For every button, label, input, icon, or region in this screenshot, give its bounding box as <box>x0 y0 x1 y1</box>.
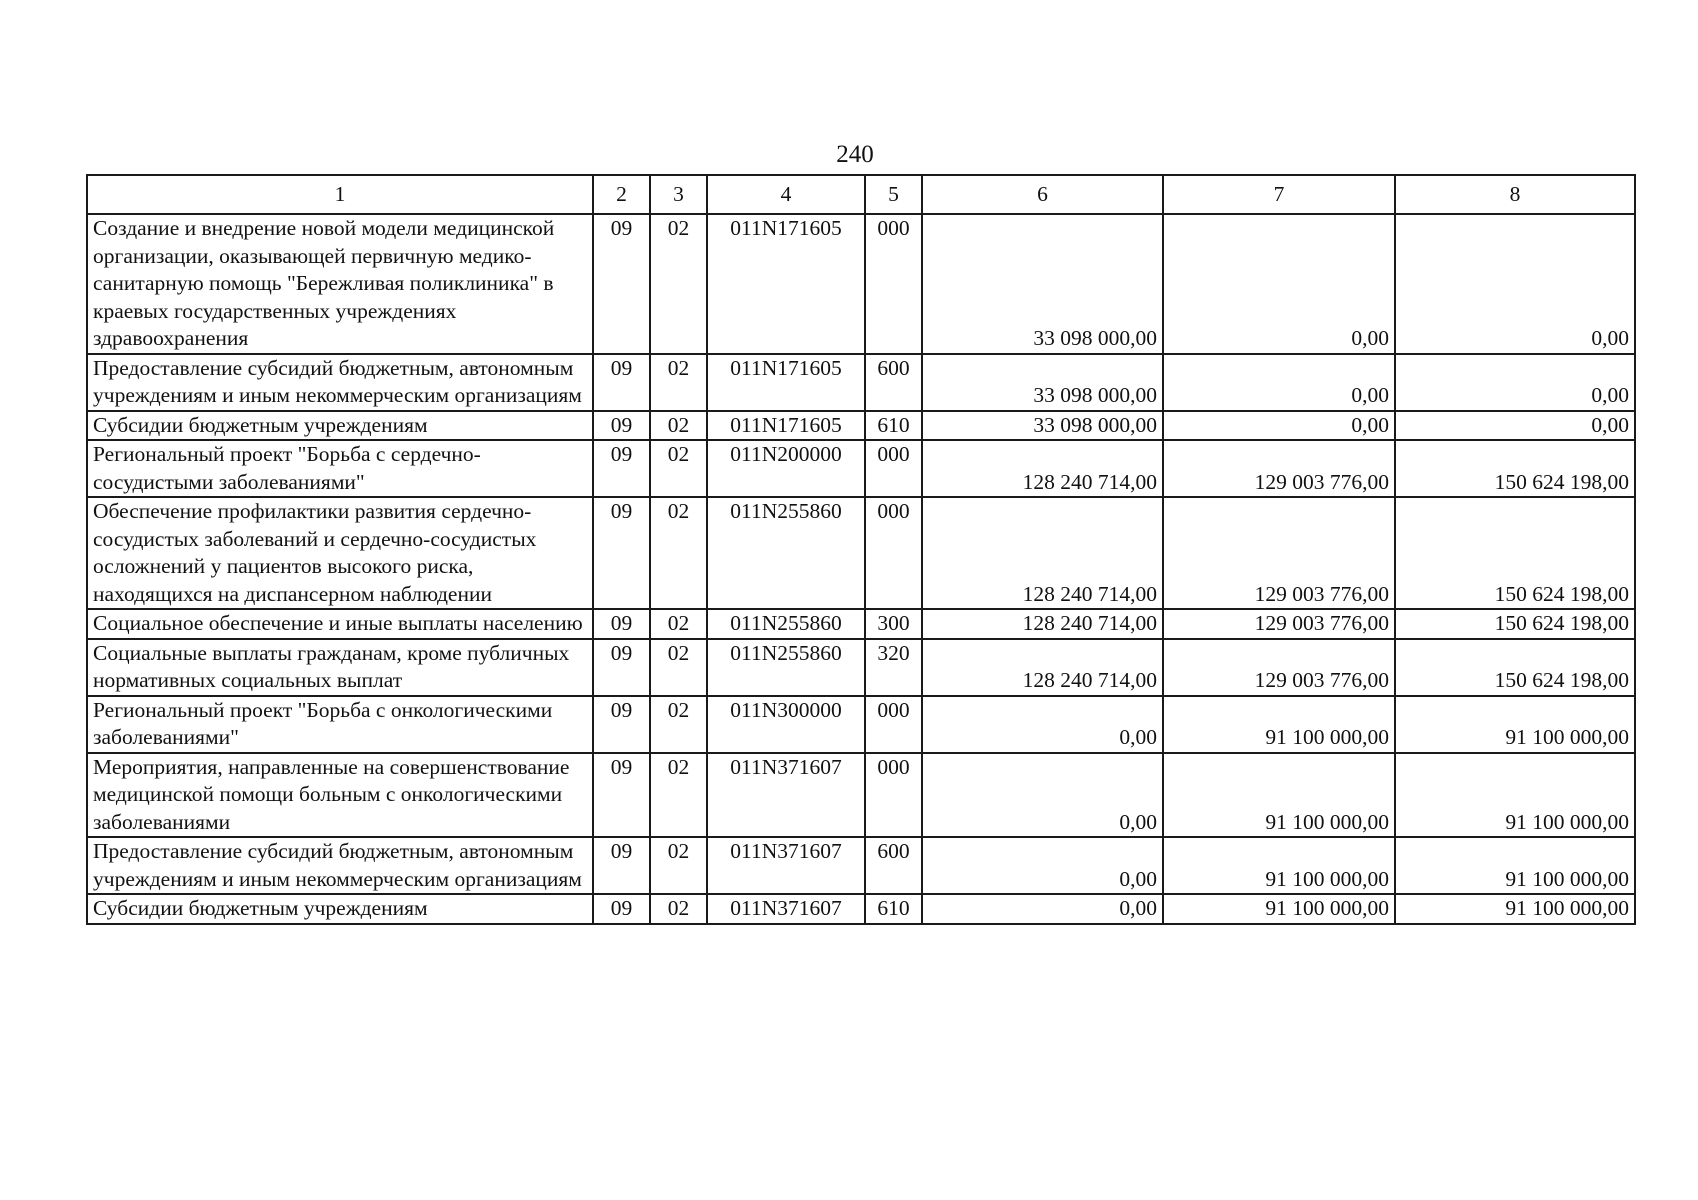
row-target-article-cell: 011N171605 <box>707 214 865 354</box>
row-amount-col7-cell: 0,00 <box>1163 214 1395 354</box>
row-amount-col7-cell: 91 100 000,00 <box>1163 696 1395 753</box>
row-amount-col7-cell: 91 100 000,00 <box>1163 894 1395 924</box>
row-amount-col8-cell: 150 624 198,00 <box>1395 639 1635 696</box>
row-subsection-cell: 02 <box>650 696 707 753</box>
row-amount-col7-cell: 129 003 776,00 <box>1163 440 1395 497</box>
row-amount-col6-cell: 33 098 000,00 <box>922 354 1163 411</box>
row-expense-type-cell: 320 <box>865 639 922 696</box>
row-section-cell: 09 <box>593 411 650 441</box>
row-section-cell: 09 <box>593 753 650 838</box>
row-subsection-cell: 02 <box>650 753 707 838</box>
row-expense-type-cell: 000 <box>865 696 922 753</box>
row-name-cell: Региональный проект "Борьба с онкологическими заболеваниями" <box>87 696 593 753</box>
row-name-cell: Социальное обеспечение и иные выплаты населению <box>87 609 593 639</box>
row-amount-col8-cell: 150 624 198,00 <box>1395 440 1635 497</box>
row-amount-col6-cell: 128 240 714,00 <box>922 440 1163 497</box>
row-amount-col6-cell: 0,00 <box>922 753 1163 838</box>
row-section-cell: 09 <box>593 214 650 354</box>
row-amount-col7-cell: 129 003 776,00 <box>1163 609 1395 639</box>
row-amount-col8-cell: 91 100 000,00 <box>1395 894 1635 924</box>
budget-table <box>86 174 1636 925</box>
row-subsection-cell: 02 <box>650 497 707 609</box>
row-target-article-cell: 011N255860 <box>707 497 865 609</box>
row-section-cell: 09 <box>593 497 650 609</box>
column-header: 6 <box>922 175 1163 214</box>
row-section-cell: 09 <box>593 837 650 894</box>
row-amount-col7-cell: 129 003 776,00 <box>1163 639 1395 696</box>
row-amount-col8-cell: 0,00 <box>1395 411 1635 441</box>
row-expense-type-cell: 000 <box>865 753 922 838</box>
row-expense-type-cell: 600 <box>865 354 922 411</box>
row-amount-col7-cell: 0,00 <box>1163 354 1395 411</box>
row-name-cell: Региональный проект "Борьба с сердечно-сосудистыми заболеваниями" <box>87 440 593 497</box>
row-amount-col7-cell: 91 100 000,00 <box>1163 753 1395 838</box>
table-row <box>87 411 1635 441</box>
row-section-cell: 09 <box>593 894 650 924</box>
row-name-cell: Создание и внедрение новой модели медицинской организации, оказывающей первичную медико-санитарную помощь "Бережливая поликлиника" в краевых государственных учреждениях здравоохранения <box>87 214 593 354</box>
row-amount-col6-cell: 128 240 714,00 <box>922 497 1163 609</box>
row-target-article-cell: 011N371607 <box>707 894 865 924</box>
column-header: 7 <box>1163 175 1395 214</box>
row-expense-type-cell: 600 <box>865 837 922 894</box>
row-name-cell: Предоставление субсидий бюджетным, автономным учреждениям и иным некоммерческим организациям <box>87 354 593 411</box>
table-row <box>87 894 1635 924</box>
row-amount-col8-cell: 0,00 <box>1395 354 1635 411</box>
row-amount-col7-cell: 129 003 776,00 <box>1163 497 1395 609</box>
row-subsection-cell: 02 <box>650 440 707 497</box>
column-header: 4 <box>707 175 865 214</box>
table-header-row <box>87 175 1635 214</box>
row-amount-col8-cell: 150 624 198,00 <box>1395 609 1635 639</box>
table-row <box>87 753 1635 838</box>
row-amount-col6-cell: 0,00 <box>922 894 1163 924</box>
row-target-article-cell: 011N171605 <box>707 411 865 441</box>
row-amount-col6-cell: 128 240 714,00 <box>922 609 1163 639</box>
row-expense-type-cell: 000 <box>865 214 922 354</box>
row-section-cell: 09 <box>593 639 650 696</box>
row-amount-col6-cell: 33 098 000,00 <box>922 214 1163 354</box>
row-amount-col8-cell: 91 100 000,00 <box>1395 753 1635 838</box>
row-name-cell: Социальные выплаты гражданам, кроме публичных нормативных социальных выплат <box>87 639 593 696</box>
row-expense-type-cell: 000 <box>865 497 922 609</box>
row-name-cell: Обеспечение профилактики развития сердечно-сосудистых заболеваний и сердечно-сосудистых осложнений у пациентов высокого риска, находящихся на диспансерном наблюдении <box>87 497 593 609</box>
row-amount-col8-cell: 91 100 000,00 <box>1395 837 1635 894</box>
row-amount-col6-cell: 0,00 <box>922 837 1163 894</box>
row-subsection-cell: 02 <box>650 354 707 411</box>
table-row <box>87 696 1635 753</box>
table-row <box>87 609 1635 639</box>
row-expense-type-cell: 300 <box>865 609 922 639</box>
row-subsection-cell: 02 <box>650 894 707 924</box>
column-header: 8 <box>1395 175 1635 214</box>
row-name-cell: Субсидии бюджетным учреждениям <box>87 411 593 441</box>
row-subsection-cell: 02 <box>650 639 707 696</box>
table-row <box>87 497 1635 609</box>
row-amount-col7-cell: 91 100 000,00 <box>1163 837 1395 894</box>
row-expense-type-cell: 000 <box>865 440 922 497</box>
row-expense-type-cell: 610 <box>865 894 922 924</box>
row-section-cell: 09 <box>593 609 650 639</box>
row-target-article-cell: 011N371607 <box>707 753 865 838</box>
row-amount-col6-cell: 128 240 714,00 <box>922 639 1163 696</box>
table-row <box>87 639 1635 696</box>
table-row <box>87 214 1635 354</box>
row-target-article-cell: 011N300000 <box>707 696 865 753</box>
row-target-article-cell: 011N200000 <box>707 440 865 497</box>
row-section-cell: 09 <box>593 696 650 753</box>
row-target-article-cell: 011N255860 <box>707 609 865 639</box>
column-header: 2 <box>593 175 650 214</box>
table-row <box>87 440 1635 497</box>
row-name-cell: Мероприятия, направленные на совершенствование медицинской помощи больным с онкологическими заболеваниями <box>87 753 593 838</box>
table-row <box>87 837 1635 894</box>
page-number: 240 <box>836 141 874 168</box>
row-section-cell: 09 <box>593 354 650 411</box>
column-header: 5 <box>865 175 922 214</box>
row-subsection-cell: 02 <box>650 214 707 354</box>
row-target-article-cell: 011N371607 <box>707 837 865 894</box>
row-amount-col8-cell: 150 624 198,00 <box>1395 497 1635 609</box>
column-header: 1 <box>87 175 593 214</box>
row-name-cell: Предоставление субсидий бюджетным, автономным учреждениям и иным некоммерческим организациям <box>87 837 593 894</box>
row-amount-col8-cell: 91 100 000,00 <box>1395 696 1635 753</box>
row-target-article-cell: 011N171605 <box>707 354 865 411</box>
row-name-cell: Субсидии бюджетным учреждениям <box>87 894 593 924</box>
row-subsection-cell: 02 <box>650 411 707 441</box>
row-subsection-cell: 02 <box>650 837 707 894</box>
row-amount-col8-cell: 0,00 <box>1395 214 1635 354</box>
row-amount-col6-cell: 0,00 <box>922 696 1163 753</box>
row-amount-col7-cell: 0,00 <box>1163 411 1395 441</box>
row-subsection-cell: 02 <box>650 609 707 639</box>
row-expense-type-cell: 610 <box>865 411 922 441</box>
row-section-cell: 09 <box>593 440 650 497</box>
row-amount-col6-cell: 33 098 000,00 <box>922 411 1163 441</box>
row-target-article-cell: 011N255860 <box>707 639 865 696</box>
column-header: 3 <box>650 175 707 214</box>
table-row <box>87 354 1635 411</box>
